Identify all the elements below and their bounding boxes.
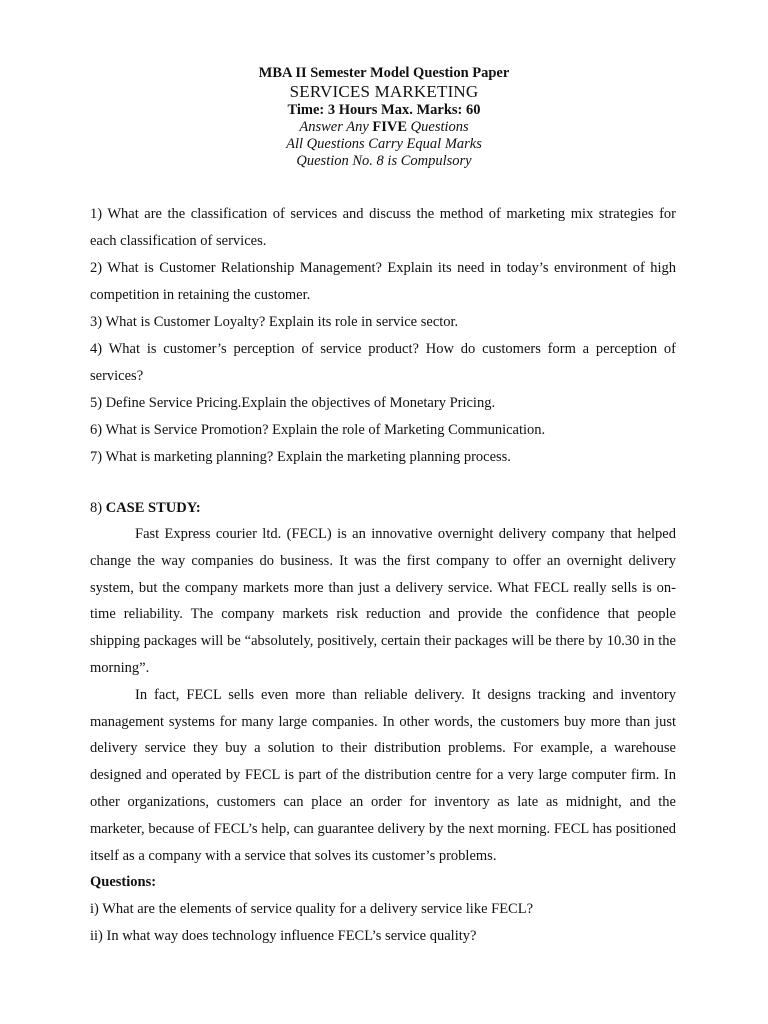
case-study-title: CASE STUDY: — [105, 500, 201, 516]
case-study-body — [90, 521, 676, 950]
paper-header — [0, 64, 768, 170]
question-1: 1) What are the classification of services and discuss the method of marketing mix strategies for each classification of services. — [90, 206, 676, 249]
instruction-prefix: Answer Any — [299, 119, 373, 135]
paper-title: SERVICES MARKETING — [289, 82, 479, 101]
case-paragraph-1: Fast Express courier ltd. (FECL) is an innovative overnight delivery company that helped change the way companies do business. It was the first company to offer an overnight delivery system, but the company markets more than just a delivery service. What FECL really sells is on-time reliability. The company markets risk reduction and provide the confidence that people shipping packages will be “absolutely, positively, certain their packages will be there by 10.30 in the morning”. — [90, 526, 676, 676]
question-2: 2) What is Customer Relationship Management? Explain its need in today’s environment of high competition in retaining the customer. — [90, 260, 676, 303]
instruction-suffix: Questions — [407, 119, 469, 135]
paper-time-marks: Time: 3 Hours Max. Marks: 60 — [287, 102, 481, 118]
case-question-2: ii) In what way does technology influence FECL’s service quality? — [90, 927, 477, 944]
question-3: 3) What is Customer Loyalty? Explain its role in service sector. — [90, 314, 459, 330]
paper-subject: MBA II Semester Model Question Paper — [258, 65, 510, 81]
question-6: 6) What is Service Promotion? Explain the role of Marketing Communication. — [90, 422, 546, 438]
question-4: 4) What is customer’s perception of service product? How do customers form a perception of services? — [90, 341, 676, 384]
case-study-heading — [90, 495, 201, 522]
case-question-1: i) What are the elements of service quality for a delivery service like FECL? — [90, 901, 534, 918]
instruction-compulsory: Question No. 8 is Compulsory — [296, 153, 472, 169]
question-5: 5) Define Service Pricing.Explain the objectives of Monetary Pricing. — [90, 395, 496, 411]
case-paragraph-2: In fact, FECL sells even more than reliable delivery. It designs tracking and inventory management systems for many large companies. In other words, the customers buy more than just delivery service they buy a solution to their distribution problems. For example, a warehouse designed and operated by FECL is part of the distribution centre for a very large computer firm. In other organizations, customers can place an order for inventory as late as midnight, and the marketer, because of FECL’s help, can guarantee delivery by the next morning. FECL has positioned itself as a company with a service that solves its customer’s problems. — [90, 686, 676, 864]
instruction-answer-five — [0, 119, 768, 136]
question-7: 7) What is marketing planning? Explain the marketing planning process. — [90, 449, 511, 465]
instruction-emphasis: FIVE — [372, 119, 408, 135]
case-questions-heading: Questions: — [90, 874, 157, 891]
instruction-equal-marks: All Questions Carry Equal Marks — [286, 136, 482, 152]
question-list — [90, 201, 676, 471]
case-study-number: 8) — [90, 500, 106, 516]
